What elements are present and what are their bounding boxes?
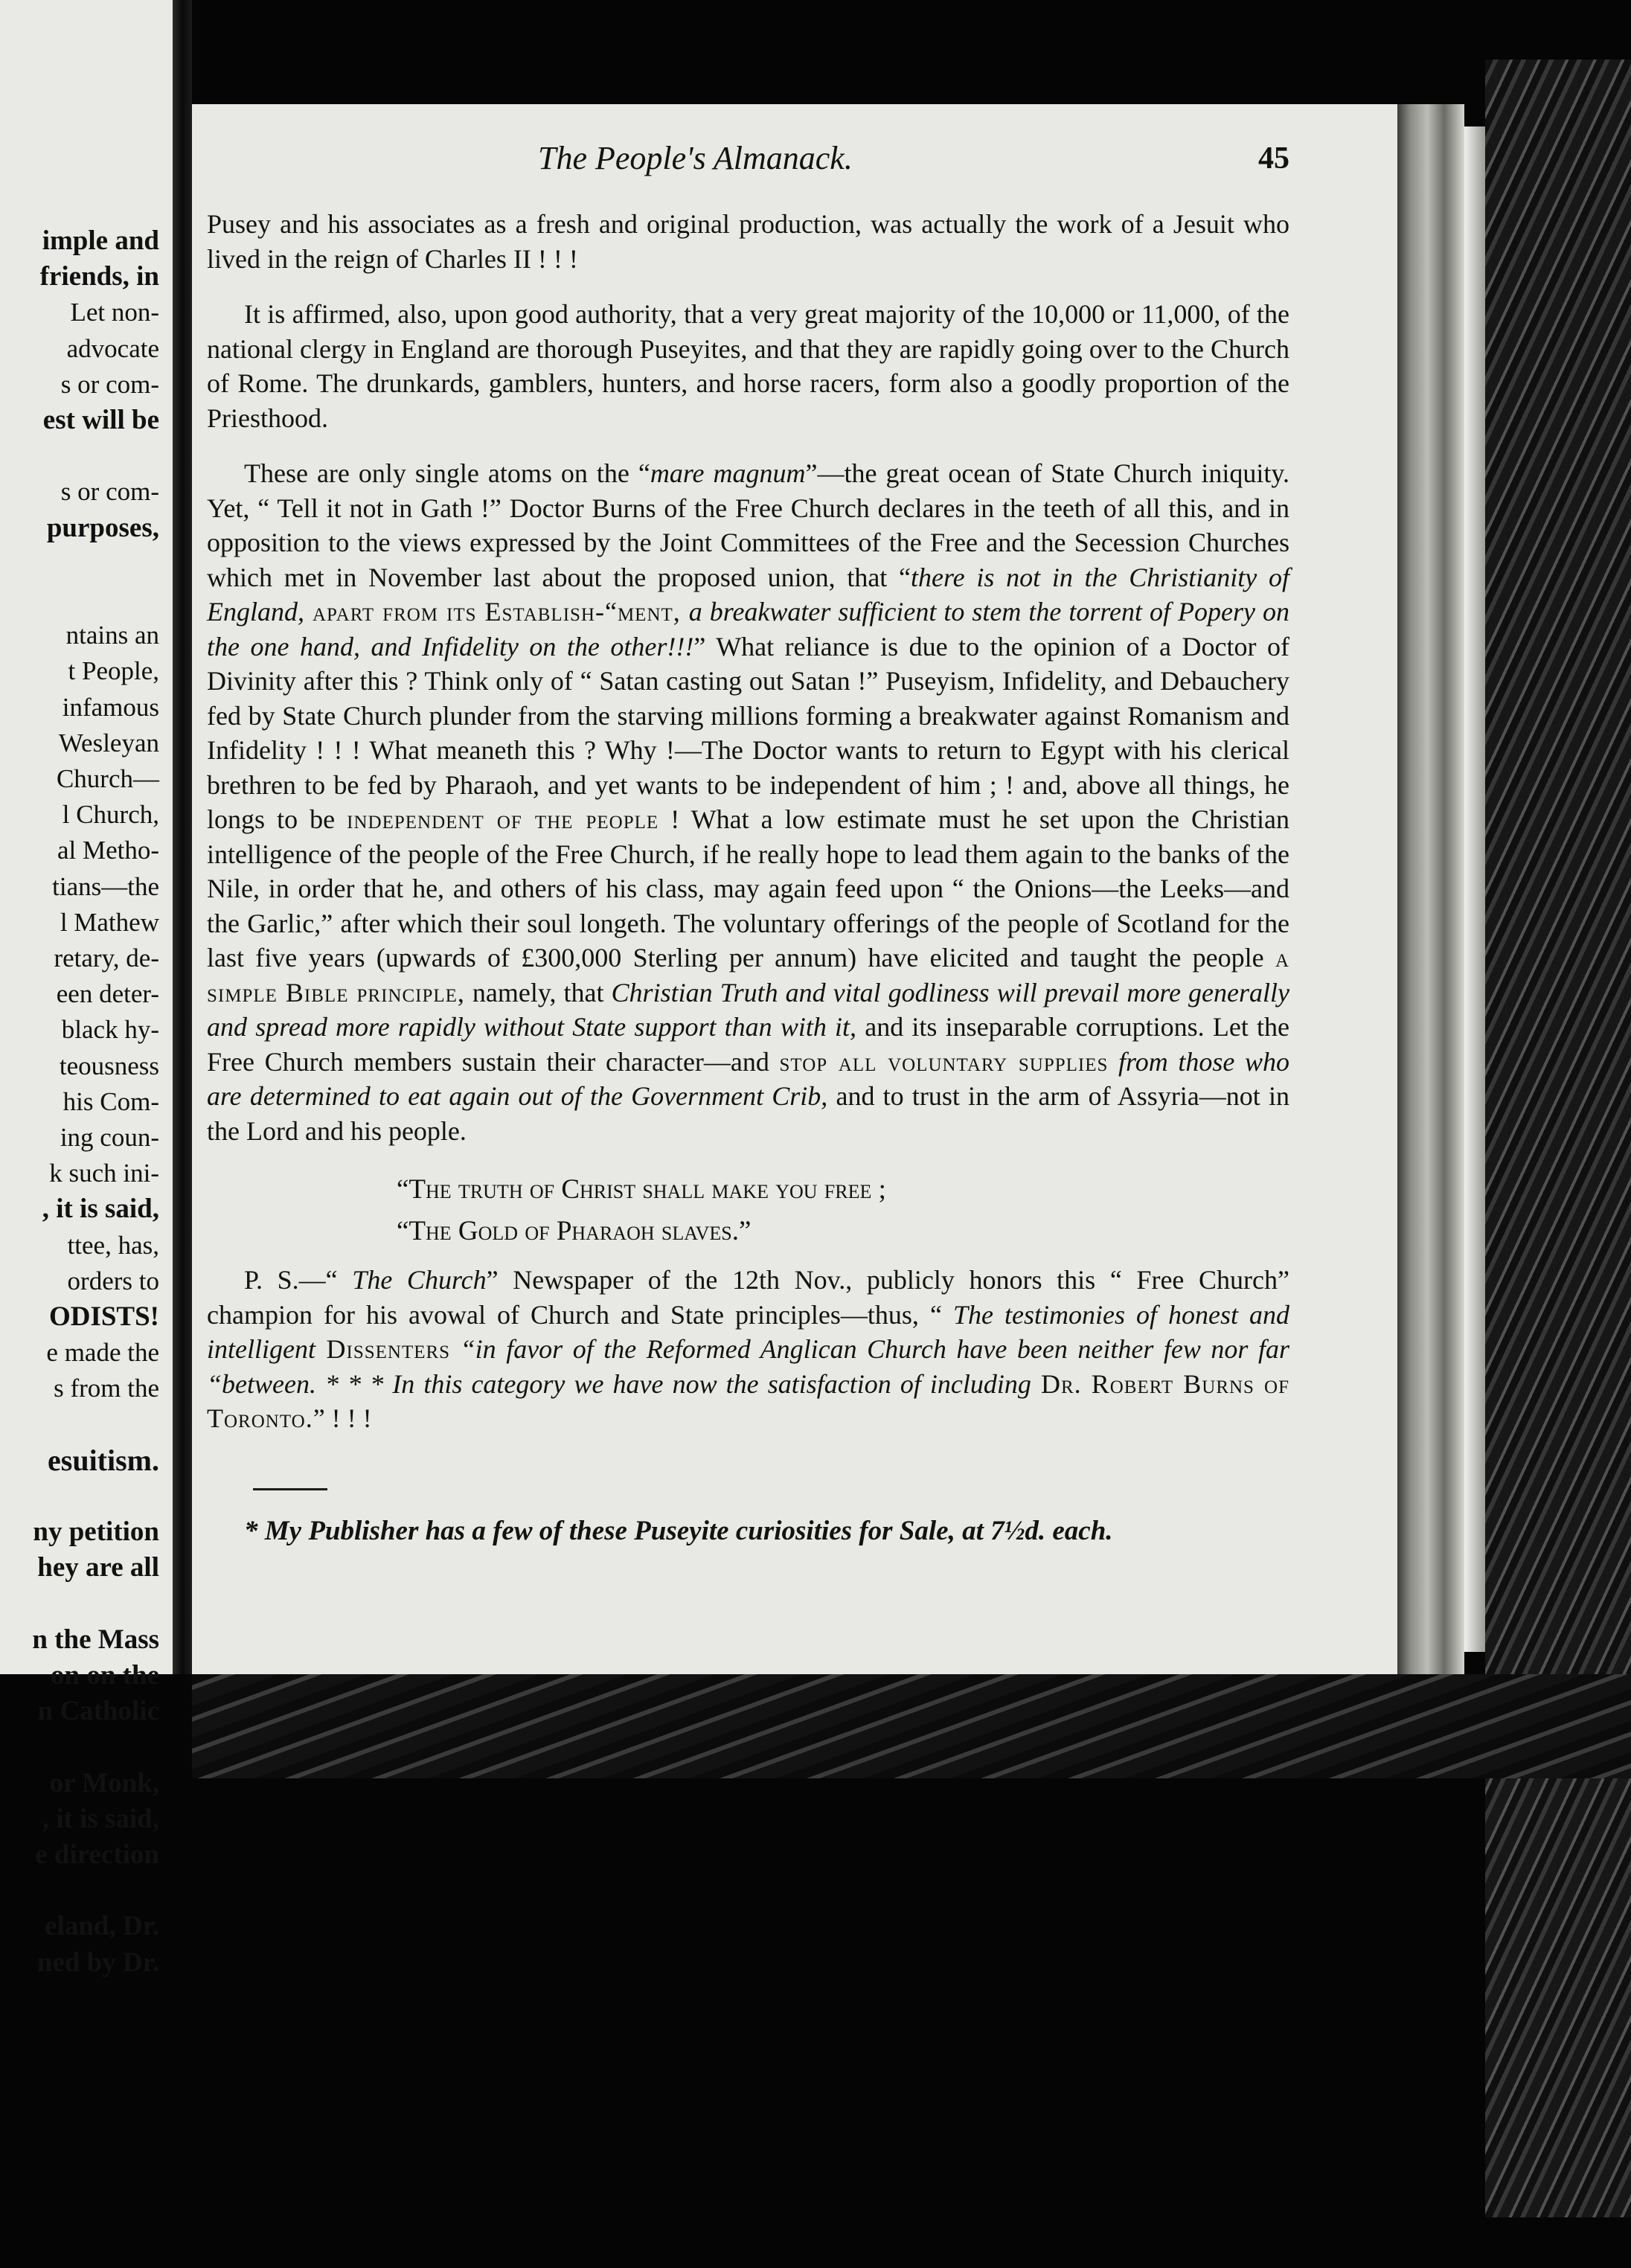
marbled-cover-bottom	[192, 1674, 1631, 1778]
running-title: The People's Almanack.	[538, 140, 853, 176]
p3-italic-government-crib: from those who are determined to eat again out of the Government Crib,	[207, 1046, 1289, 1111]
p3-smallcaps-bible-principle: a simple Bible principle,	[207, 943, 1289, 1008]
paragraph-1: Pusey and his associates as a fresh and original production, was actually the work of a Jesuit who lived in the reign of Charles II ! ! !	[207, 209, 1289, 274]
book-gutter	[173, 0, 192, 1674]
ps-smallcaps-robert-burns: Dr. Robert Burns of Toronto.	[207, 1368, 1289, 1433]
facing-page-line: retary, de-	[54, 944, 159, 973]
facing-page-line: , it is said,	[42, 1194, 159, 1225]
facing-page-line	[0, 1729, 173, 1765]
facing-page-line: Church—	[56, 764, 159, 793]
p3-text-3: ”—the great ocean of State Church iniquity. Yet, “ Tell it not in Gath !” Doctor Burns of the Free Church declares in the teeth of all this, and in opposition to the views expressed by the Joint Committees of the Free and the Secession Churches which met in November last about the proposed union, that “	[207, 458, 1289, 592]
p3-italic-christian-truth: Christian Truth and vital godliness will prevail more generally and spread more rapidly without State support than with it,	[207, 977, 1289, 1042]
facing-page-line: friends, in	[39, 261, 159, 292]
p3-text-7: ” What reliance is due to the opinion of a Doctor of Divinity after this ? Think only of “ Satan casting out Satan !” Puseyism, Infidelity, and Debauchery fed by State Church plunder from the starving millions forming a breakwater against Romanism and Infidelity ! ! ! What meaneth this ? Why !—The Doctor wants to return to Egypt with his clerical brethren to be fed by Pharaoh, and yet wants to be independent of him ; ! and, above all things, he longs to be	[207, 631, 1289, 834]
p3-text-17: and to trust in the arm of Assyria—not in the Lord and his people.	[207, 1081, 1289, 1146]
facing-page-line	[0, 1479, 173, 1514]
p3-italic-mare-magnum: mare magnum	[650, 458, 806, 488]
footnote-rule	[253, 1488, 327, 1490]
p3-text-13: and its inseparable corruptions. Let the Free Church members sustain their character—and	[207, 1012, 1289, 1077]
facing-page-line: s or com-	[60, 369, 159, 399]
facing-page-line: , it is said,	[42, 1803, 159, 1834]
facing-page-line	[0, 1873, 173, 1909]
page-edge-highlight	[1464, 126, 1485, 1652]
facing-page-line: hey are all	[37, 1552, 159, 1583]
facing-page-line: or Monk,	[49, 1767, 159, 1798]
facing-page-line	[0, 1407, 173, 1443]
motto-line-2: “The Gold of Pharaoh slaves.”	[397, 1216, 752, 1246]
facing-page-line: ODISTS!	[48, 1301, 159, 1333]
facing-page-line: k such ini-	[49, 1159, 159, 1188]
p3-text-9: ! What a low estimate must he set upon the Christian intelligence of the people of the Free Church, if he really hope to lead them again to the banks of the Nile, in order that he, and others of his class, may again feed upon “ the Onions—the Leeks—and the Garlic,” after which their soul longeth. The voluntary offerings of the people of Scotland for the last five years (upwards of £300,000 Sterling per annum) have elicited and taught the people	[207, 804, 1289, 973]
page-edges	[1397, 104, 1464, 1674]
facing-page-line: Wesleyan	[58, 728, 159, 757]
p3-smallcaps-establishment: apart from its Establish-“ment,	[304, 597, 689, 627]
ps-italic-the-church: The Church	[352, 1265, 487, 1295]
p3-text-11: namely, that	[464, 977, 612, 1008]
facing-page-line: s from the	[54, 1374, 159, 1403]
facing-page-line: purposes,	[46, 512, 159, 543]
facing-page-line: een deter-	[56, 979, 159, 1009]
p3-smallcaps-stop-supplies: stop all voluntary supplies	[779, 1046, 1109, 1077]
facing-page-line: ntains an	[65, 621, 159, 650]
ps-text-1: P. S.—“	[244, 1265, 353, 1295]
facing-page-line: ned by Dr.	[36, 1947, 159, 1978]
facing-page-line: l Mathew	[60, 907, 159, 937]
facing-page-line	[0, 1586, 173, 1622]
facing-page-line: est will be	[42, 405, 159, 436]
facing-page-line: ttee, has,	[67, 1230, 159, 1260]
facing-page-line: black hy-	[61, 1015, 159, 1045]
facing-page-line: l Church,	[62, 800, 159, 830]
p3-italic-quote-1: there is not in the Christianity of England,	[207, 562, 1289, 627]
page-text	[207, 141, 1289, 1569]
facing-page-line: tians—the	[52, 871, 159, 901]
facing-page-line: orders to	[67, 1266, 159, 1295]
facing-page-line: ing coun-	[60, 1123, 159, 1153]
p3-smallcaps-independent: independent of the people	[347, 804, 659, 834]
facing-page-text	[0, 223, 173, 1981]
ps-smallcaps-dissenters: Dissenters	[315, 1334, 451, 1364]
footnote: * My Publisher has a few of these Puseyite curiosities for Sale, at 7½d. each.	[244, 1515, 1113, 1546]
ps-italic-testimonies: The testimonies of honest and intelligent	[207, 1299, 1289, 1364]
facing-page-line: n Catholic	[37, 1696, 159, 1727]
p3-text-1: These are only single atoms on the “	[244, 458, 650, 488]
running-head	[207, 141, 1289, 186]
facing-page-line: on on the	[51, 1660, 159, 1691]
ps-text-8: ” ! ! !	[313, 1403, 372, 1433]
facing-page-line: al Metho-	[57, 836, 159, 865]
postscript	[207, 1263, 1289, 1436]
p3-space	[1108, 1047, 1118, 1077]
facing-page-line: eland, Dr.	[45, 1911, 159, 1942]
facing-page-line: s or com-	[60, 477, 159, 507]
page-number: 45	[1258, 141, 1289, 176]
p3-italic-quote-2: a breakwater sufficient to stem the torrent of Popery on the one hand, and Infidelity on the other!!!	[207, 597, 1289, 662]
facing-page-line: ny petition	[33, 1516, 159, 1548]
facing-page-line: e made the	[46, 1338, 159, 1368]
facing-page-line	[0, 546, 173, 582]
paragraph-3	[207, 456, 1289, 1148]
facing-page-line: advocate	[66, 333, 159, 363]
facing-page-line: infamous	[62, 692, 159, 722]
ps-italic-quote: “in favor of the Reformed Anglican Church have been neither few nor far “between. * * * In this category we have now the satisfaction of including	[207, 1334, 1289, 1399]
facing-page-line: Let non-	[70, 298, 159, 327]
facing-page-line: t People,	[68, 656, 159, 686]
facing-page-line: e direction	[35, 1839, 159, 1871]
facing-page-line: his Com-	[63, 1086, 159, 1116]
marbled-cover	[1485, 60, 1631, 2217]
facing-page-line: teousness	[59, 1051, 159, 1080]
facing-page-line: imple and	[42, 225, 159, 256]
facing-page-line: n the Mass	[32, 1624, 159, 1655]
facing-page-line	[0, 582, 173, 618]
motto-line-1: “The truth of Christ shall make you free ;	[397, 1174, 886, 1205]
motto	[207, 1169, 1289, 1252]
facing-page-left	[0, 0, 173, 1978]
paragraph-2: It is affirmed, also, upon good authority, that a very great majority of the 10,000 or 11,000, of the national clergy in England are thorough Puseyites, and that they are rapidly going over to the Church of Rome. The drunkards, gamblers, hunters, and horse racers, form also a goodly proportion of the Priesthood.	[207, 299, 1289, 433]
facing-page-line: esuitism.	[48, 1443, 159, 1477]
ps-text-3: ” Newspaper of the 12th Nov., publicly honors this “ Free Church” champion for his avowal of Church and State principles—thus, “	[207, 1265, 1289, 1330]
facing-page-line	[0, 438, 173, 474]
